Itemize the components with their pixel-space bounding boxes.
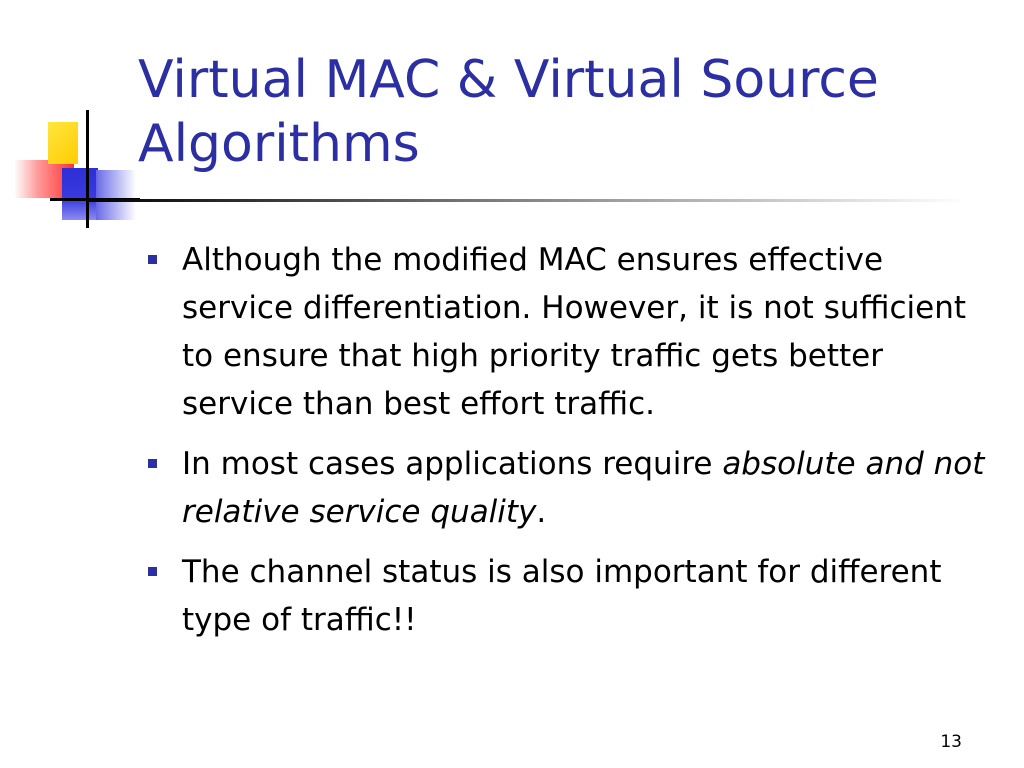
bullet-text-end: . <box>536 494 547 530</box>
logo-blue-square <box>62 168 98 220</box>
bullet-list <box>140 236 990 656</box>
logo-blue-fade <box>96 170 136 220</box>
title-underline-rule <box>88 199 968 202</box>
bullet-text: Although the modified MAC ensures effective service differentiation. However, it is not sufficient to ensure that high priority traffic gets better service than best effort traffic. <box>182 242 966 422</box>
square-bullet-icon <box>148 459 157 468</box>
square-bullet-icon <box>148 567 157 576</box>
logo-vertical-line <box>86 110 89 228</box>
logo-yellow-square <box>48 122 78 164</box>
bullet-text: In most cases applications require <box>182 446 723 482</box>
page-number: 13 <box>940 732 962 752</box>
bullet-item <box>140 440 990 536</box>
bullet-text: The channel status is also important for different type of traffic!! <box>182 554 942 638</box>
bullet-emphasis-text: absolute and not relative service quality <box>182 446 985 530</box>
slide-title: Virtual MAC & Virtual Source Algorithms <box>138 50 879 174</box>
bullet-item <box>140 548 990 644</box>
bullet-item <box>140 236 990 428</box>
square-bullet-icon <box>148 255 157 264</box>
